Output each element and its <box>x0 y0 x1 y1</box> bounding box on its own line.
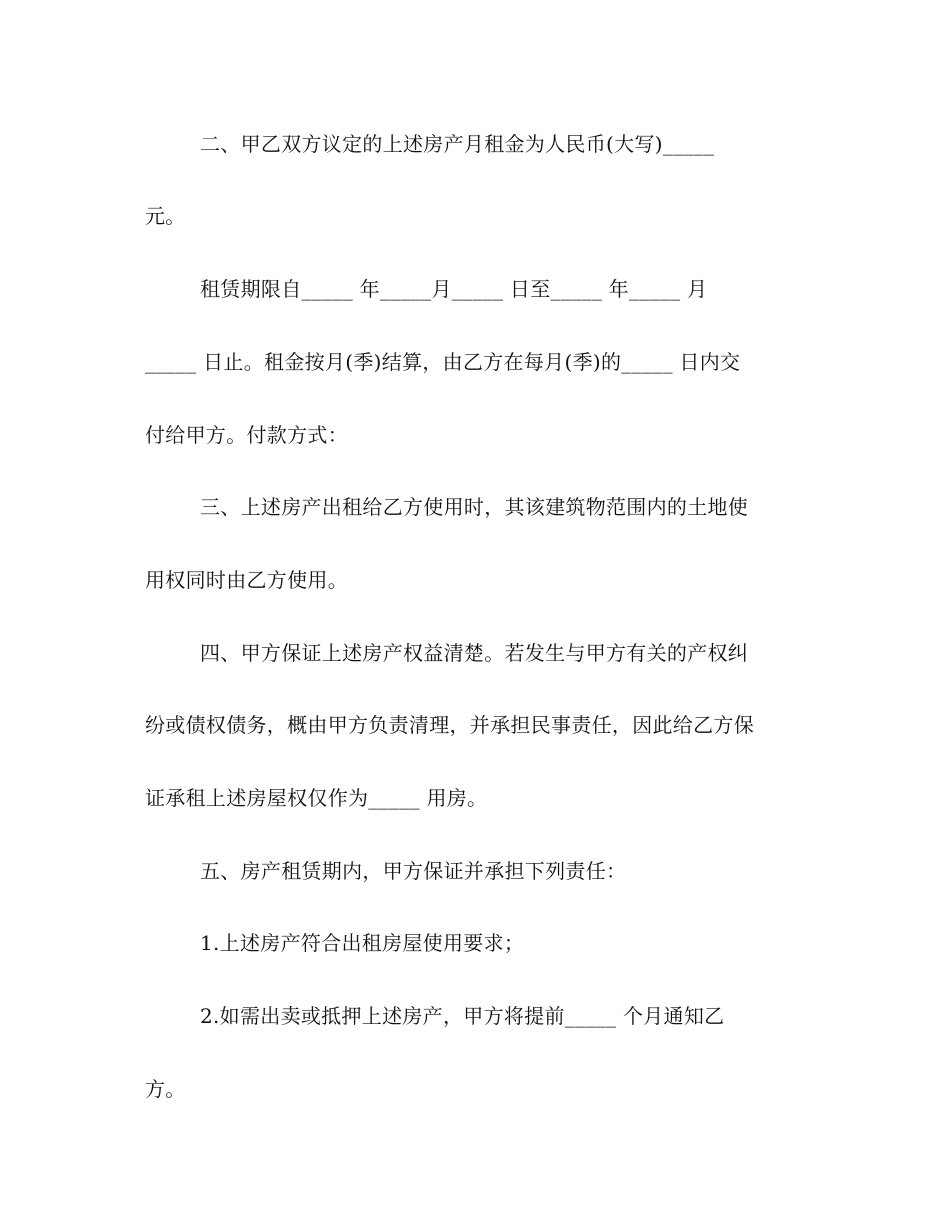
clause-5-item-2-line-1: 2.如需出卖或抵押上述房产，甲方将提前_____ 个月通知乙 <box>200 1004 725 1028</box>
clause-4-line-1: 四、甲方保证上述房产权益清楚。若发生与甲方有关的产权纠 <box>200 641 749 665</box>
clause-2-line-1: 二、甲乙双方议定的上述房产月租金为人民币(大写)_____ <box>200 132 715 156</box>
clause-3-line-2: 用权同时由乙方使用。 <box>145 568 348 592</box>
clause-3-line-1: 三、上述房产出租给乙方使用时，其该建筑物范围内的土地使 <box>200 495 749 519</box>
lease-term-line-3: 付给甲方。付款方式： <box>145 423 348 447</box>
clause-5-item-1: 1.上述房产符合出租房屋使用要求； <box>200 931 525 955</box>
clause-4-line-3: 证承租上述房屋权仅作为_____ 用房。 <box>145 786 488 810</box>
clause-2-line-2: 元。 <box>145 204 186 228</box>
clause-5-item-2-line-2: 方。 <box>145 1077 186 1101</box>
clause-4-line-2: 纷或债权债务，概由甲方负责清理，并承担民事责任，因此给乙方保 <box>145 713 754 737</box>
clause-5-heading: 五、房产租赁期内，甲方保证并承担下列责任： <box>200 859 627 883</box>
lease-term-line-2: _____ 日止。租金按月(季)结算，由乙方在每月(季)的_____ 日内交 <box>145 350 741 374</box>
lease-term-line-1: 租赁期限自_____ 年_____月_____ 日至_____ 年_____ 月 <box>200 277 708 301</box>
